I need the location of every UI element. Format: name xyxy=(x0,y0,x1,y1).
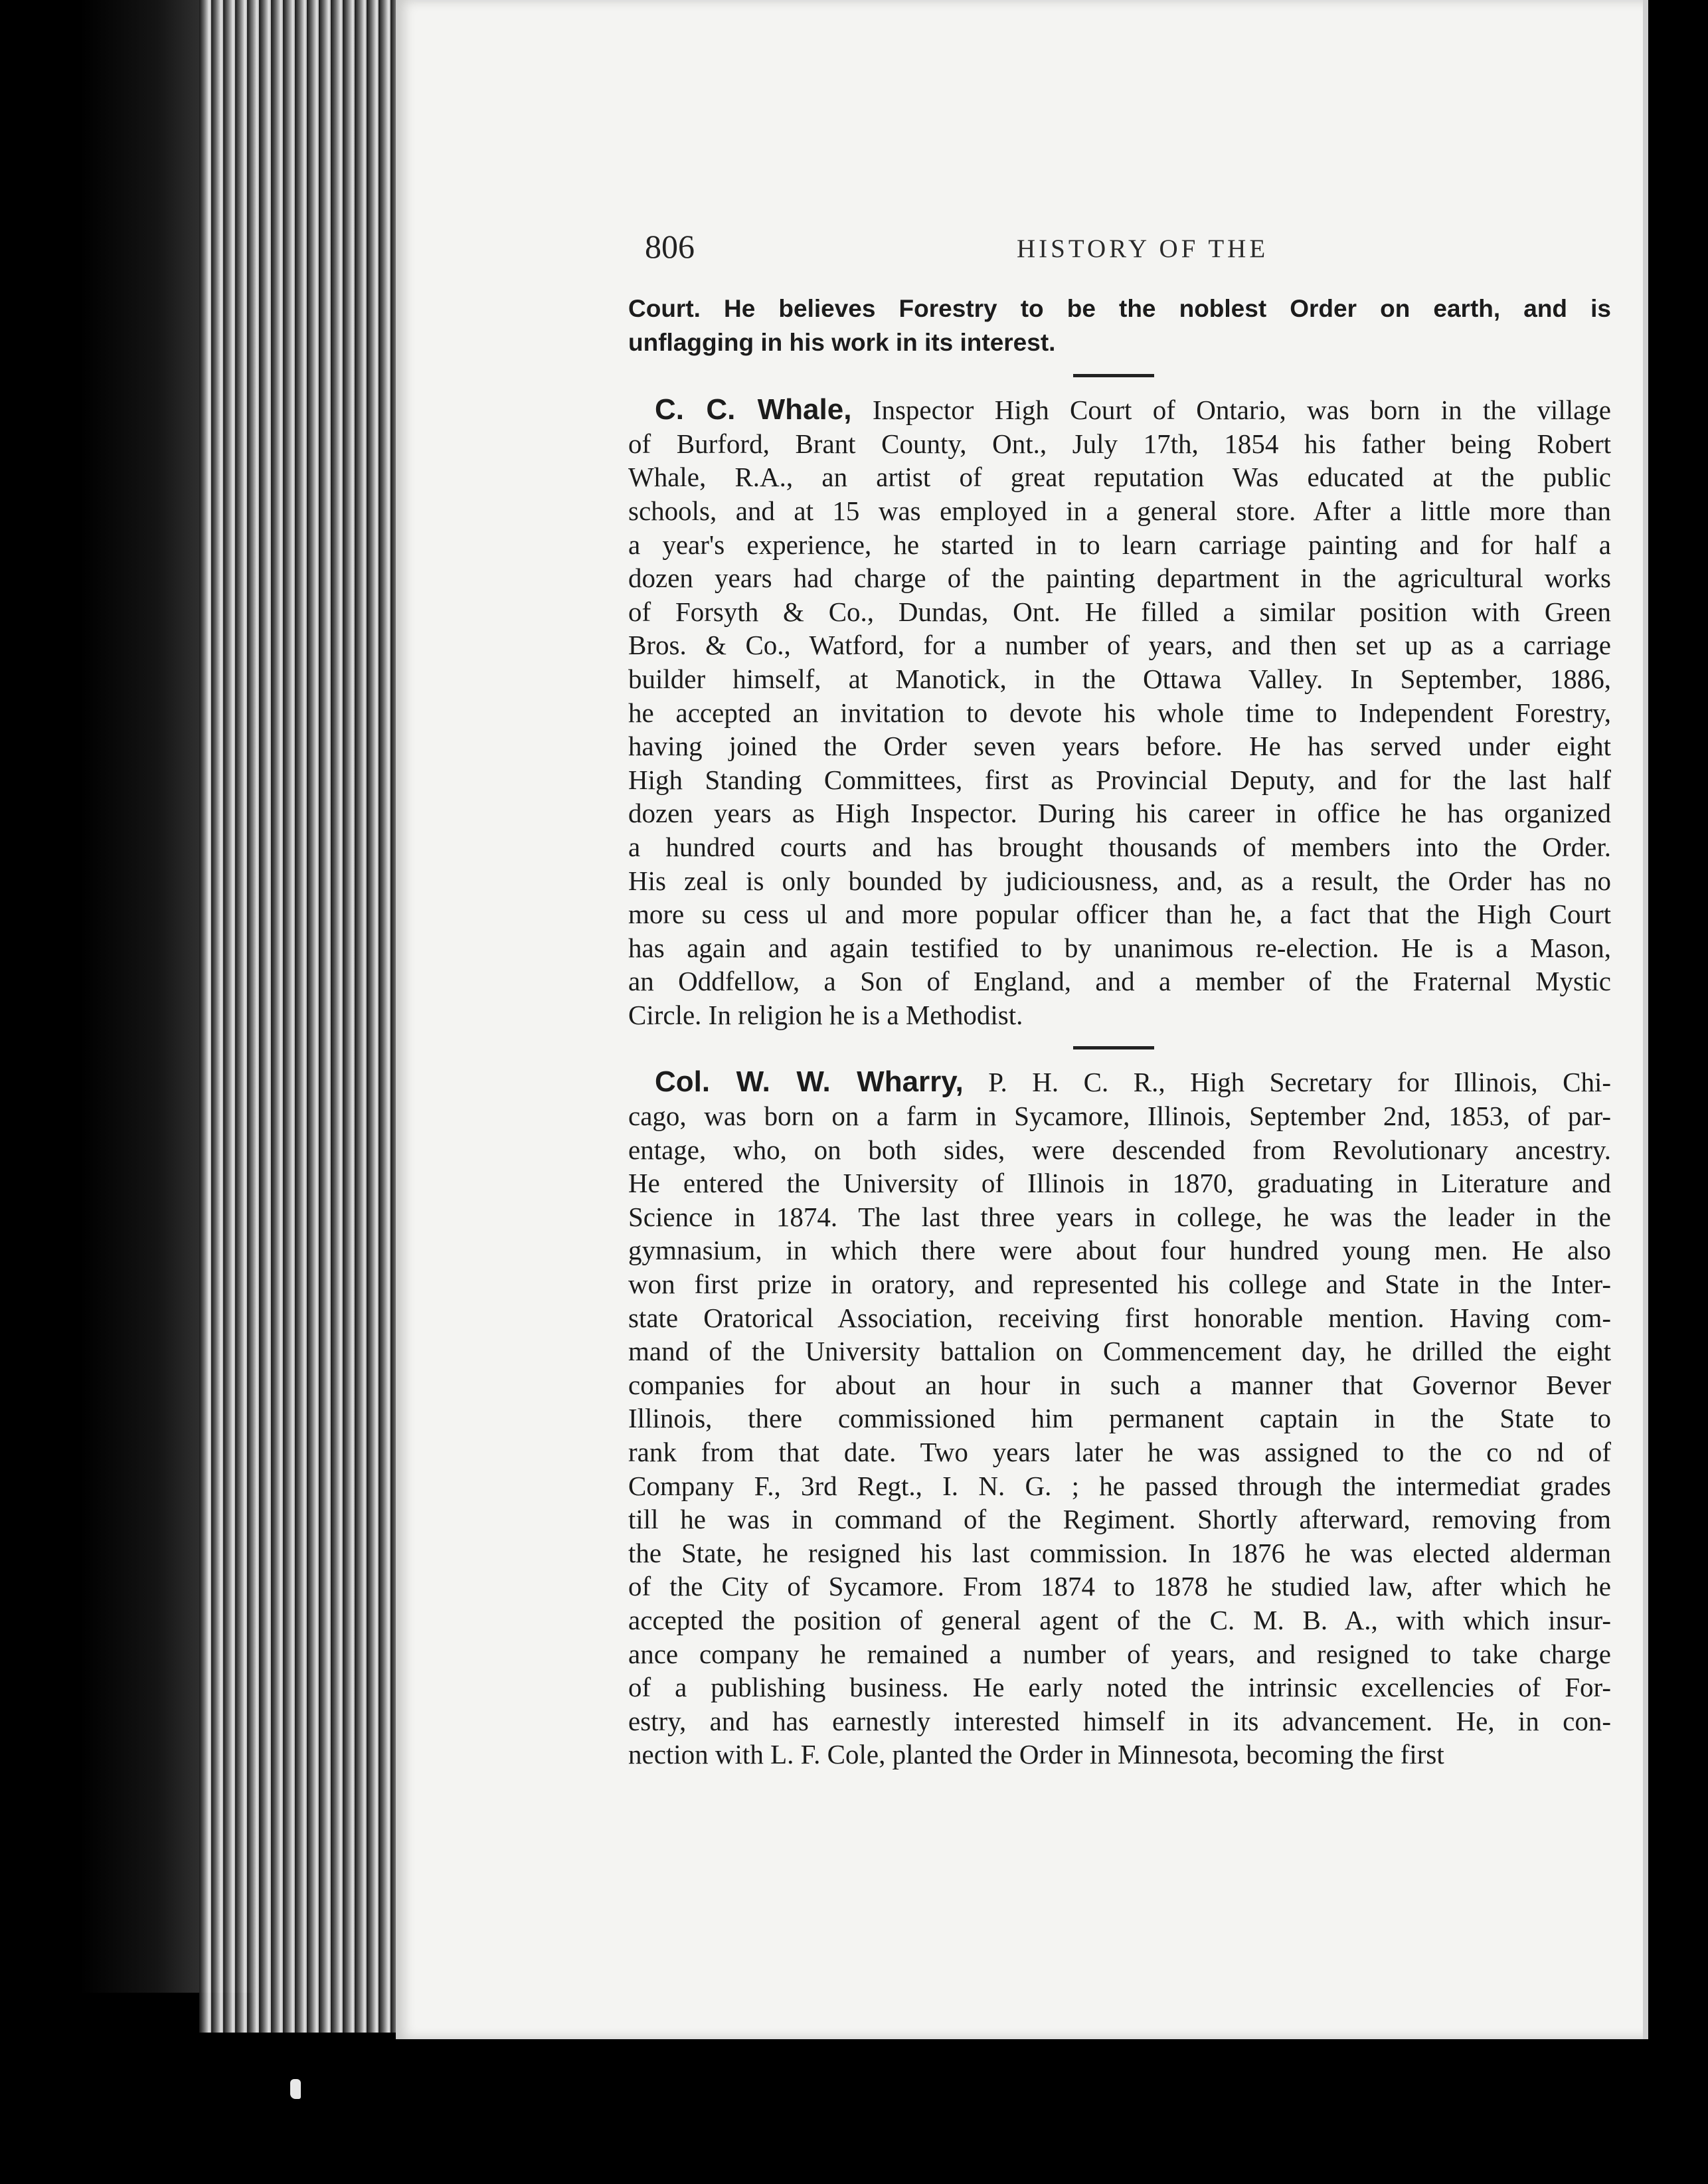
page-block-edges xyxy=(199,0,398,2033)
text-line: ance company he remained a number of years, and resigned to take charge xyxy=(628,1638,1611,1669)
text-line: he accepted an invitation to devote his whole time to Independent Forestry, xyxy=(628,697,1611,728)
text-line: won first prize in oratory, and represented his college and State in the Inter- xyxy=(628,1269,1611,1300)
text-line: till he was in command of the Regiment. Shortly afterward, removing from xyxy=(628,1504,1611,1535)
running-head xyxy=(645,227,1614,274)
book-page xyxy=(396,0,1648,2039)
biography-whale xyxy=(628,393,1611,1032)
bio-name: C. C. Whale, xyxy=(655,393,852,426)
text-line: dozen years had charge of the painting department in the agricultural works xyxy=(628,563,1611,594)
bio-first-line-text: P. H. C. R., High Secretary for Illinois, Chi- xyxy=(988,1067,1612,1098)
scan-speck xyxy=(290,2079,301,2099)
continuation-line: Court. He believes Forestry to be the noblest Order on earth, and is xyxy=(628,295,1611,322)
page-number: 806 xyxy=(645,228,695,265)
text-line: having joined the Order seven years before. He has served under eight xyxy=(628,731,1611,762)
text-line: has again and again testified to by unanimous re-election. He is a Mason, xyxy=(628,932,1611,963)
text-line: of the City of Sycamore. From 1874 to 1878 he studied law, after which he xyxy=(628,1571,1611,1602)
section-divider xyxy=(1073,1046,1154,1049)
text-line: He entered the University of Illinois in 1870, graduating in Literature and xyxy=(628,1168,1611,1199)
text-line: mand of the University battalion on Commencement day, he drilled the eight xyxy=(628,1336,1611,1367)
page-edge-right xyxy=(1643,0,1648,2039)
text-line: Circle. In religion he is a Methodist. xyxy=(628,999,1023,1030)
text-line: Whale, R.A., an artist of great reputation Was educated at the public xyxy=(628,462,1611,493)
text-line: the State, he resigned his last commission. In 1876 he was elected alderman xyxy=(628,1537,1611,1568)
text-line: an Oddfellow, a Son of England, and a member of the Fraternal Mystic xyxy=(628,966,1611,997)
text-line: nection with L. F. Cole, planted the Order in Minnesota, becoming the first xyxy=(628,1739,1444,1770)
text-line: accepted the position of general agent of the C. M. B. A., with which insur- xyxy=(628,1604,1611,1635)
bio-first-line xyxy=(628,393,1611,427)
text-line: a hundred courts and has brought thousands of members into the Order. xyxy=(628,831,1611,862)
text-line: schools, and at 15 was employed in a general store. After a little more than xyxy=(628,495,1611,526)
text-line: dozen years as High Inspector. During his career in office he has organized xyxy=(628,798,1611,829)
text-line: rank from that date. Two years later he was assigned to the co nd of xyxy=(628,1437,1611,1467)
text-line: estry, and has earnestly interested himself in its advancement. He, in con- xyxy=(628,1705,1611,1736)
text-line: cago, was born on a farm in Sycamore, Illinois, September 2nd, 1853, of par- xyxy=(628,1101,1611,1132)
text-line: entage, who, on both sides, were descended from Revolutionary ancestry. xyxy=(628,1134,1611,1165)
text-line: Illinois, there commissioned him permanent captain in the State to xyxy=(628,1403,1611,1434)
text-line: High Standing Committees, first as Provincial Deputy, and for the last half xyxy=(628,764,1611,795)
text-line: state Oratorical Association, receiving first honorable mention. Having com- xyxy=(628,1302,1611,1333)
continuation-line: unflagging in his work in its interest. xyxy=(628,328,1056,356)
text-line: Bros. & Co., Watford, for a number of years, and then set up as a carriage xyxy=(628,630,1611,661)
biography-wharry xyxy=(628,1065,1611,1771)
text-line: more su cess ul and more popular officer than he, a fact that the High Court xyxy=(628,899,1611,930)
running-title: HISTORY OF THE xyxy=(1017,234,1269,263)
text-line: Science in 1874. The last three years in college, he was the leader in the xyxy=(628,1201,1611,1232)
text-line: a year's experience, he started in to learn carriage painting and for half a xyxy=(628,529,1611,560)
text-line: of Burford, Brant County, Ont., July 17th, 1854 his father being Robert xyxy=(628,428,1611,459)
section-divider xyxy=(1073,374,1154,377)
text-line: gymnasium, in which there were about four hundred young men. He also xyxy=(628,1235,1611,1266)
text-line: Company F., 3rd Regt., I. N. G. ; he passed through the intermediat grades xyxy=(628,1470,1611,1501)
bio-lines xyxy=(628,1099,1611,1772)
bio-first-line xyxy=(628,1065,1611,1099)
text-line: builder himself, at Manotick, in the Ottawa Valley. In September, 1886, xyxy=(628,663,1611,694)
text-line: companies for about an hour in such a manner that Governor Bever xyxy=(628,1369,1611,1400)
bio-first-line-text: Inspector High Court of Ontario, was born in the village xyxy=(872,395,1612,426)
text-line: His zeal is only bounded by judiciousness, and, as a result, the Order has no xyxy=(628,865,1611,896)
body-text xyxy=(628,292,1611,1772)
text-line: of a publishing business. He early noted the intrinsic excellencies of For- xyxy=(628,1672,1611,1703)
bio-lines xyxy=(628,427,1611,1032)
bio-name: Col. W. W. Wharry, xyxy=(655,1065,964,1099)
text-line: of Forsyth & Co., Dundas, Ont. He filled a similar position with Green xyxy=(628,596,1611,627)
